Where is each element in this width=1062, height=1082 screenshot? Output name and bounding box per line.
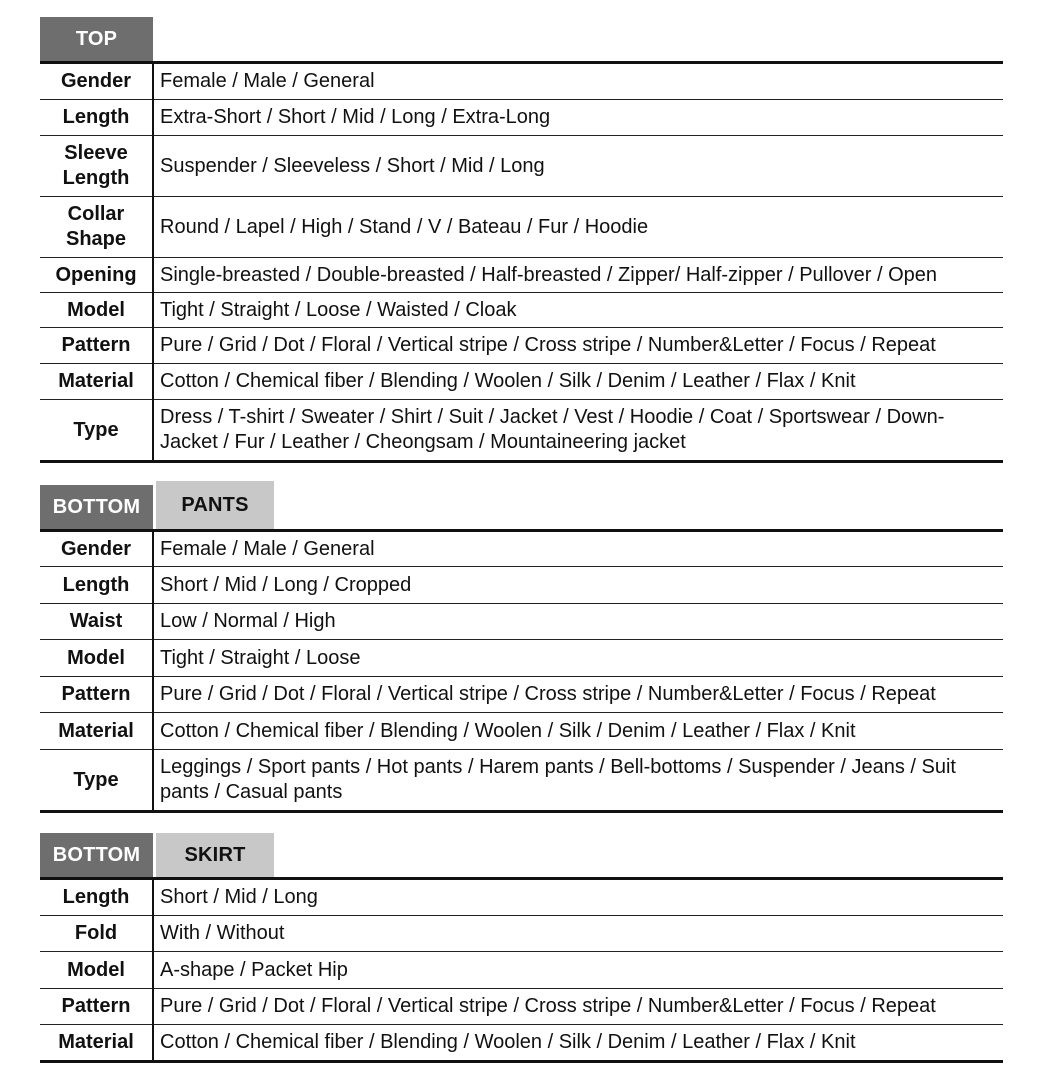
table-row (40, 989, 1003, 1025)
attribute-values: Extra-Short / Short / Mid / Long / Extra-Long (153, 100, 1003, 136)
attribute-label: Collar Shape (40, 197, 153, 258)
attribute-label: Gender (40, 531, 153, 567)
attribute-values: Tight / Straight / Loose (153, 640, 1003, 677)
attribute-label: Length (40, 100, 153, 136)
skirt-section (40, 833, 1003, 1063)
table-row (40, 640, 1003, 677)
table-row (40, 952, 1003, 989)
attribute-values: Dress / T-shirt / Sweater / Shirt / Suit / Jacket / Vest / Hoodie / Coat / Sportswear / Down-Jacket / Fur / Leather / Cheongsam / Mountaineering jacket (153, 400, 1003, 462)
attribute-label: Material (40, 1025, 153, 1062)
table-row (40, 750, 1003, 812)
top-attribute-table (40, 61, 1003, 463)
table-row (40, 1025, 1003, 1062)
attribute-values: Female / Male / General (160, 537, 375, 560)
attribute-values: A-shape / Packet Hip (153, 952, 1003, 989)
attribute-label: Gender (40, 63, 153, 100)
table-row (40, 364, 1003, 400)
attribute-label: Sleeve Length (40, 136, 153, 197)
attribute-label: Model (40, 952, 153, 989)
attribute-label: Model (40, 293, 153, 328)
table-row (40, 400, 1003, 462)
attribute-values: Cotton / Chemical fiber / Blending / Woolen / Silk / Denim / Leather / Flax / Knit (153, 364, 1003, 400)
table-row (40, 328, 1003, 364)
attribute-values: Short / Mid / Long / Cropped (153, 567, 1003, 604)
table-row (40, 258, 1003, 293)
table-row (40, 63, 1003, 100)
attribute-label: Pattern (40, 989, 153, 1025)
table-row (40, 879, 1003, 916)
pants-section (40, 481, 1003, 813)
attribute-label: Length (40, 567, 153, 604)
bottom-tag: BOTTOM (40, 833, 153, 877)
attribute-values: Round / Lapel / High / Stand / V / Bateau / Fur / Hoodie (153, 197, 1003, 258)
attribute-label: Type (40, 400, 153, 462)
pants-attribute-table (40, 529, 1003, 813)
pants-subtag: PANTS (156, 481, 274, 529)
skirt-subtag: SKIRT (156, 833, 274, 877)
table-row (40, 531, 1003, 567)
attribute-label: Waist (40, 604, 153, 640)
table-row (40, 567, 1003, 604)
attribute-values: Short / Mid / Long (160, 886, 318, 908)
table-row (40, 100, 1003, 136)
table-row (40, 713, 1003, 750)
attribute-values: Suspender / Sleeveless / Short / Mid / Long (153, 136, 1003, 197)
attribute-label: Fold (40, 916, 153, 952)
attribute-values: Cotton / Chemical fiber / Blending / Woolen / Silk / Denim / Leather / Flax / Knit (153, 1025, 1003, 1062)
top-header (40, 17, 1003, 61)
attribute-values: Low / Normal / High (153, 604, 1003, 640)
pants-header (40, 481, 1003, 529)
table-row (40, 677, 1003, 713)
attribute-values: Cotton / Chemical fiber / Blending / Woolen / Silk / Denim / Leather / Flax / Knit (153, 713, 1003, 750)
table-row (40, 136, 1003, 197)
attribute-label: Model (40, 640, 153, 677)
attribute-values: Tight / Straight / Loose / Waisted / Cloak (153, 293, 1003, 328)
table-row (40, 197, 1003, 258)
attribute-values: Pure / Grid / Dot / Floral / Vertical stripe / Cross stripe / Number&Letter / Focus / Repeat (153, 989, 1003, 1025)
attribute-label: Pattern (40, 677, 153, 713)
bottom-tag: BOTTOM (40, 485, 153, 529)
attribute-values: Female / Male / General (160, 70, 375, 92)
skirt-attribute-table (40, 877, 1003, 1063)
attribute-label: Opening (40, 258, 153, 293)
attribute-values: With / Without (153, 916, 1003, 952)
table-row (40, 916, 1003, 952)
attribute-label: Length (40, 879, 153, 916)
top-section (40, 17, 1003, 463)
skirt-header (40, 833, 1003, 877)
attribute-label: Material (40, 364, 153, 400)
top-tag: TOP (40, 17, 153, 61)
attribute-label: Type (40, 750, 153, 812)
attribute-values: Pure / Grid / Dot / Floral / Vertical stripe / Cross stripe / Number&Letter / Focus / Repeat (153, 677, 1003, 713)
attribute-label: Pattern (40, 328, 153, 364)
attribute-values: Pure / Grid / Dot / Floral / Vertical stripe / Cross stripe / Number&Letter / Focus / Repeat (153, 328, 1003, 364)
attribute-values: Leggings / Sport pants / Hot pants / Harem pants / Bell-bottoms / Suspender / Jeans / Suit pants / Casual pants (153, 750, 1003, 812)
table-row (40, 604, 1003, 640)
attribute-label: Material (40, 713, 153, 750)
table-row (40, 293, 1003, 328)
attribute-values: Single-breasted / Double-breasted / Half-breasted / Zipper/ Half-zipper / Pullover / Open (153, 258, 1003, 293)
